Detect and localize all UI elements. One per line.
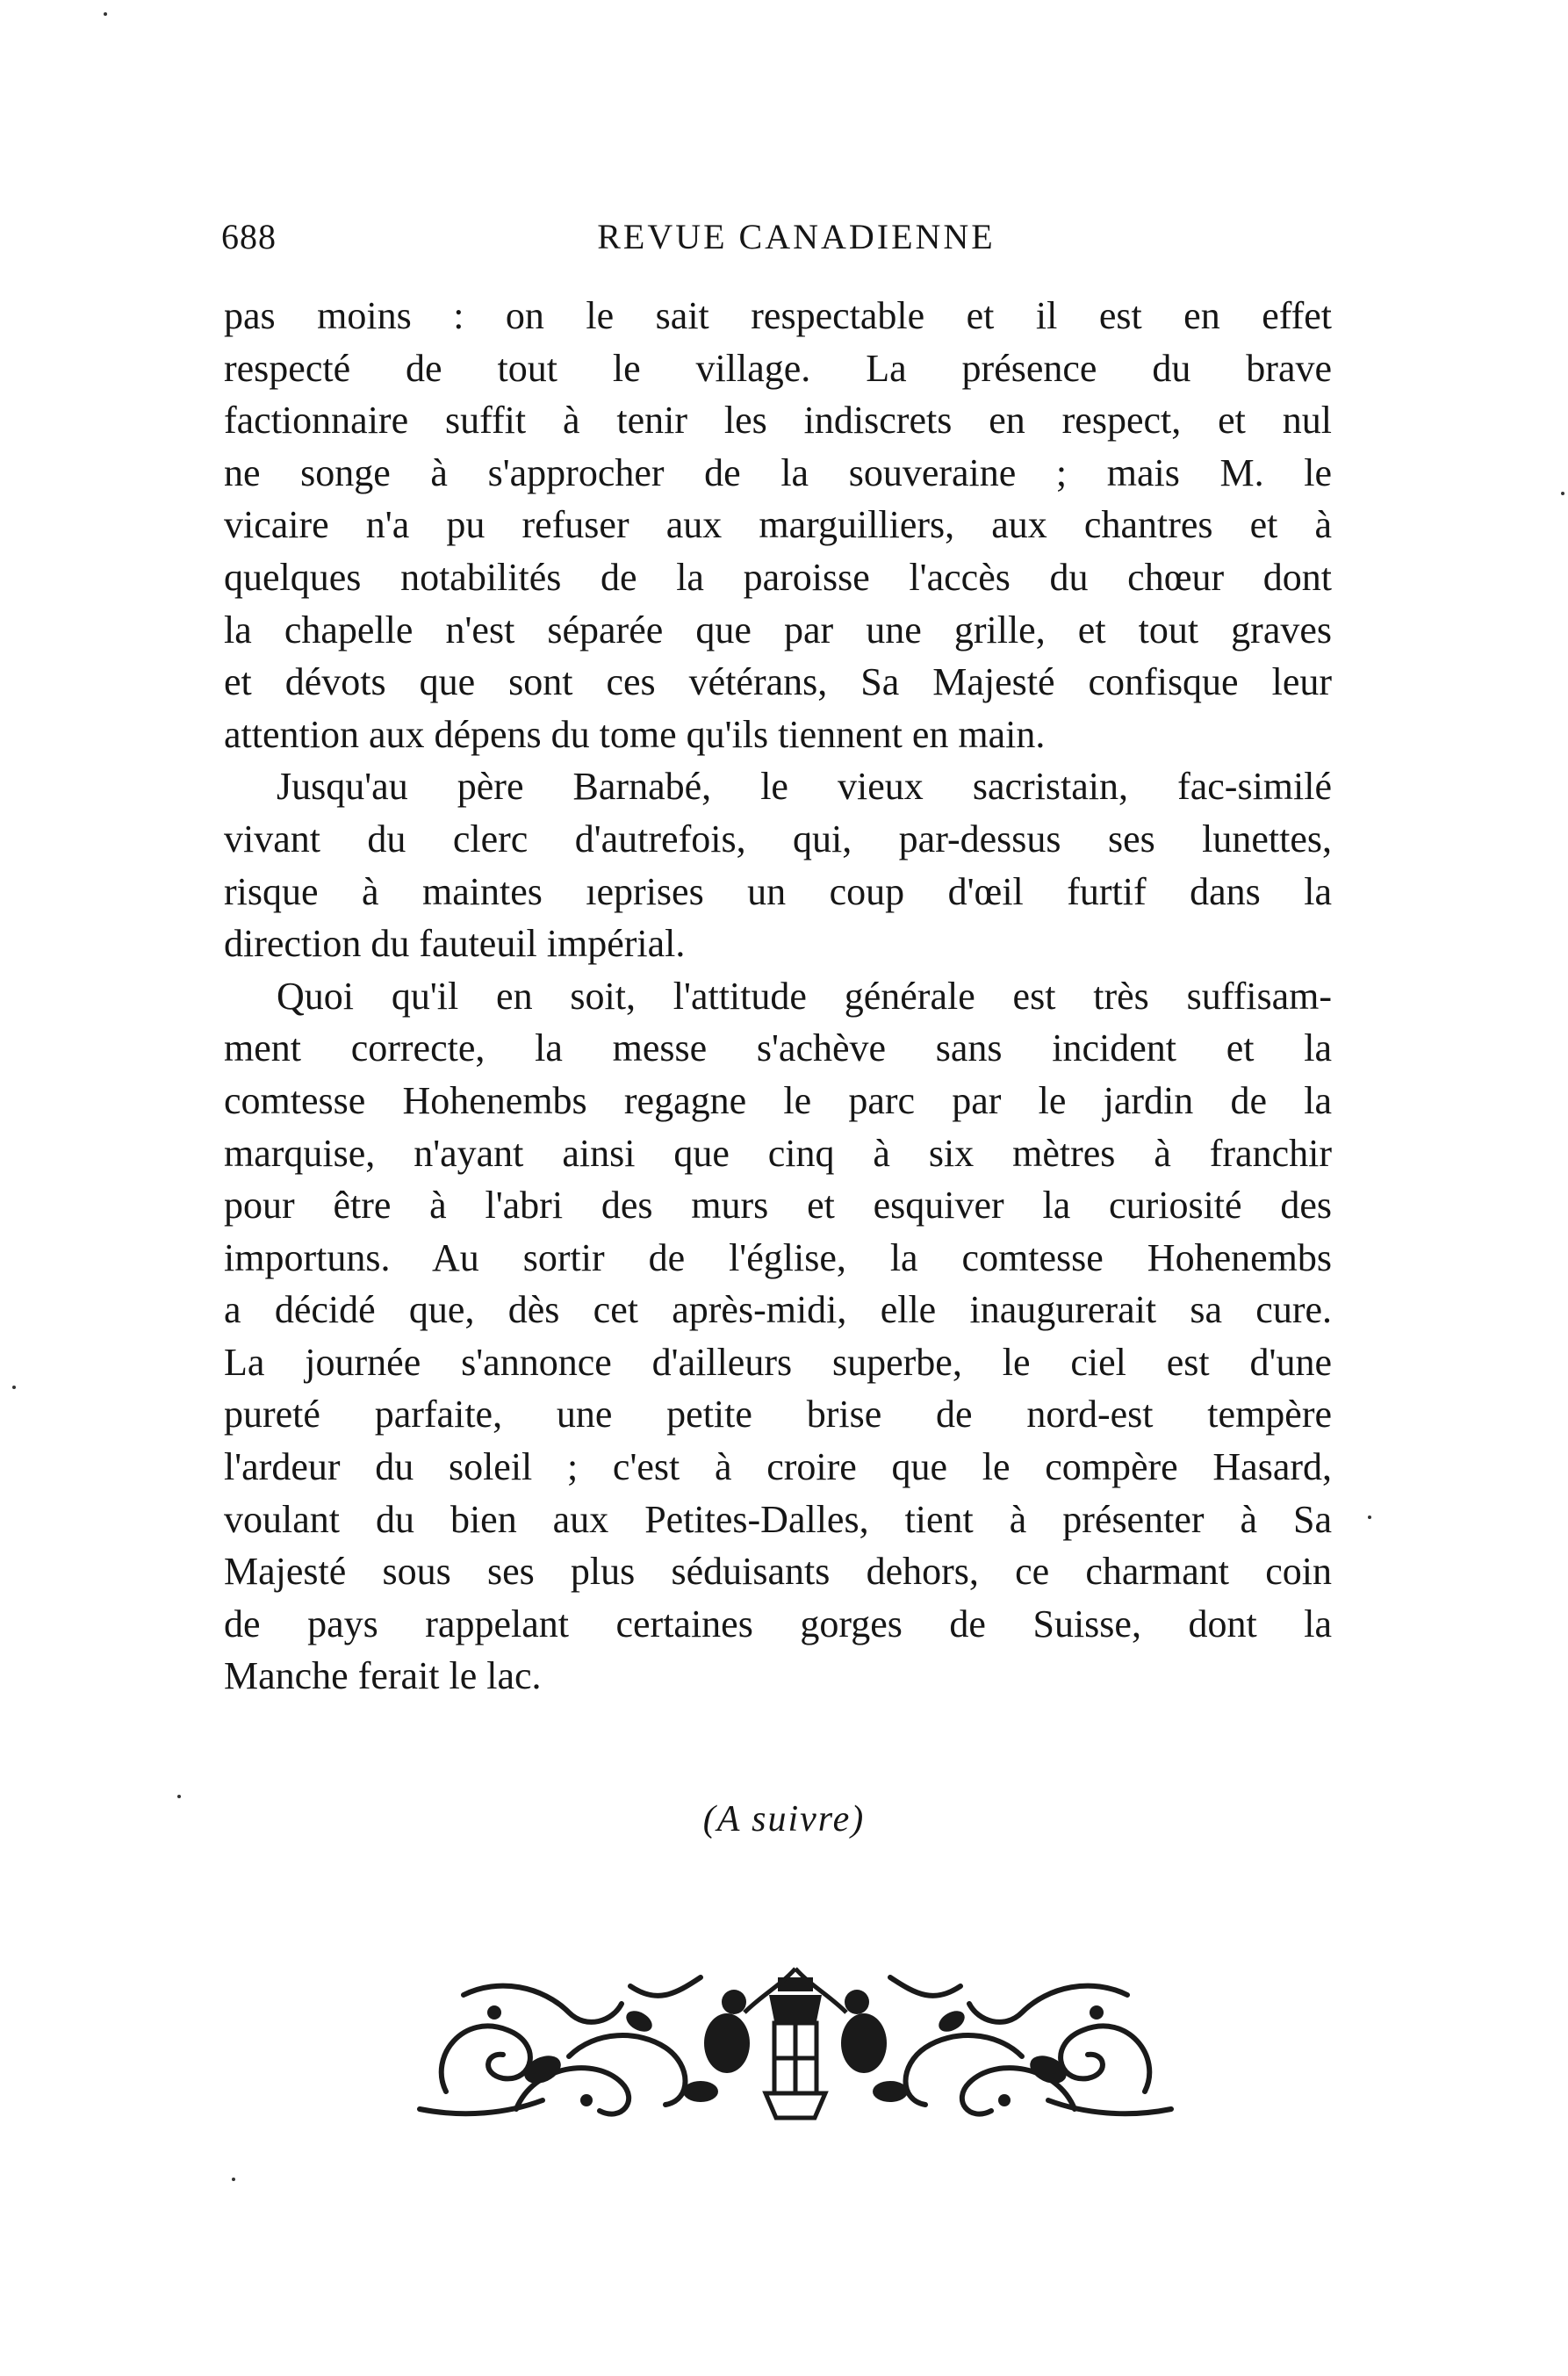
- continuation-note: (A suivre): [702, 1799, 866, 1840]
- paragraph-1: [224, 290, 1332, 760]
- text-line: vivant du clerc d'autrefois, qui, par-dessus ses lunettes,: [224, 817, 1332, 860]
- print-speck: [232, 2178, 235, 2181]
- text-line: pas moins : on le sait respectable et il est en effet: [224, 294, 1332, 337]
- text-line: de pays rappelant certaines gorges de Suisse, dont la: [224, 1602, 1332, 1645]
- text-line: factionnaire suffit à tenir les indiscrets en respect, et nul: [224, 399, 1332, 443]
- page-number: 688: [221, 217, 277, 256]
- print-speck: [12, 1386, 16, 1389]
- text-line: respecté de tout le village. La présence du brave: [224, 346, 1332, 390]
- text-line: comtesse Hohenembs regagne le parc par le jardin de la: [224, 1078, 1332, 1122]
- text-line: la chapelle n'est séparée que par une grille, et tout graves: [224, 608, 1332, 652]
- print-speck: [177, 1795, 181, 1798]
- text-line: voulant du bien aux Petites-Dalles, tient à présenter à Sa: [224, 1497, 1332, 1541]
- text-line: pour être à l'abri des murs et esquiver la curiosité des: [224, 1184, 1332, 1228]
- text-line: pureté parfaite, une petite brise de nord-est tempère: [224, 1393, 1332, 1436]
- text-line: La journée s'annonce d'ailleurs superbe, le ciel est d'une: [224, 1340, 1332, 1384]
- print-speck: [104, 12, 107, 16]
- text-line: risque à maintes ıeprises un coup d'œil furtif dans la: [224, 869, 1332, 913]
- print-speck: [1561, 492, 1564, 495]
- text-line: direction du fauteuil impérial.: [224, 922, 686, 966]
- text-line: Quoi qu'il en soit, l'attitude générale est très suffisam-: [277, 974, 1332, 1018]
- text-line: vicaire n'a pu refuser aux marguilliers, aux chantres et à: [224, 503, 1332, 547]
- text-line: Majesté sous ses plus séduisants dehors, ce charmant coin: [224, 1550, 1332, 1594]
- text-line: importuns. Au sortir de l'église, la comtesse Hohenembs: [224, 1235, 1332, 1279]
- running-title: REVUE CANADIENNE: [597, 217, 996, 256]
- print-speck: [1368, 1516, 1371, 1519]
- body-text: [224, 290, 1332, 1703]
- paragraph-3: [224, 970, 1332, 1703]
- text-line: quelques notabilités de la paroisse l'accès du chœur dont: [224, 555, 1332, 599]
- running-head: [221, 216, 1336, 265]
- text-line: ment correcte, la messe s'achève sans incident et la: [224, 1026, 1332, 1070]
- text-line: l'ardeur du soleil ; c'est à croire que le compère Hasard,: [224, 1445, 1332, 1489]
- text-line: et dévots que sont ces vétérans, Sa Majesté confisque leur: [224, 660, 1332, 704]
- text-line: ne songe à s'approcher de la souveraine ; mais M. le: [224, 450, 1332, 494]
- paragraph-2: [224, 760, 1332, 969]
- text-line: Manche ferait le lac.: [224, 1654, 542, 1698]
- text-line: a décidé que, dès cet après-midi, elle inaugurerait sa cure.: [224, 1288, 1332, 1332]
- text-line: attention aux dépens du tome qu'ils tiennent en main.: [224, 712, 1046, 756]
- text-line: marquise, n'ayant ainsi que cinq à six mètres à franchir: [224, 1131, 1332, 1175]
- text-line: Jusqu'au père Barnabé, le vieux sacristain, fac-similé: [277, 765, 1332, 809]
- decorative-tailpiece-icon: [411, 1960, 1180, 2128]
